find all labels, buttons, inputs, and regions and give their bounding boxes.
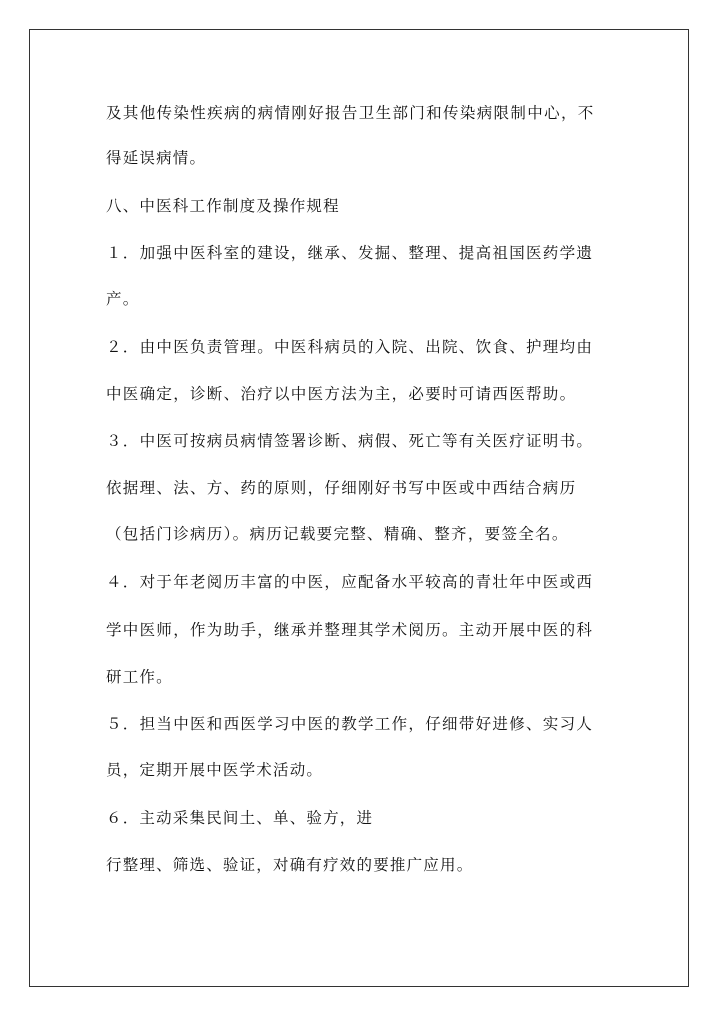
- text-line: 行整理、筛选、验证，对确有疗效的要推广应用。: [106, 856, 474, 874]
- text-line: 学中医师，作为助手，继承并整理其学术阅历。主动开展中医的科: [106, 621, 594, 639]
- text-line: 研工作。: [106, 668, 173, 686]
- text-line: ４．对于年老阅历丰富的中医，应配备水平较高的青壮年中医或西: [106, 573, 594, 591]
- text-line: ５．担当中医和西医学习中医的教学工作，仔细带好进修、实习人: [106, 715, 594, 733]
- text-line: 员，定期开展中医学术活动。: [106, 761, 324, 779]
- text-line: 及其他传染性疾病的病情刚好报告卫生部门和传染病限制中心，不: [106, 104, 595, 122]
- text-line: 中医确定，诊断、治疗以中医方法为主，必要时可请西医帮助。: [106, 385, 577, 403]
- text-line: （包括门诊病历）。病历记载要完整、精确、整齐，要签全名。: [106, 525, 569, 543]
- text-line: １．加强中医科室的建设，继承、发掘、整理、提高祖国医药学遗: [106, 244, 594, 262]
- section-heading: 八、中医科工作制度及操作规程: [106, 197, 340, 215]
- text-line: 得延误病情。: [106, 149, 207, 167]
- text-line: 产。: [106, 290, 140, 308]
- page-border: [29, 29, 689, 987]
- text-line: ３．中医可按病员病情签署诊断、病假、死亡等有关医疗证明书。: [106, 432, 594, 450]
- text-line: 依据理、法、方、药的原则，仔细刚好书写中医或中西结合病历: [106, 479, 577, 497]
- text-line: ６．主动采集民间土、单、验方，进: [106, 809, 374, 827]
- text-line: ２．由中医负责管理。中医科病员的入院、出院、饮食、护理均由: [106, 338, 594, 356]
